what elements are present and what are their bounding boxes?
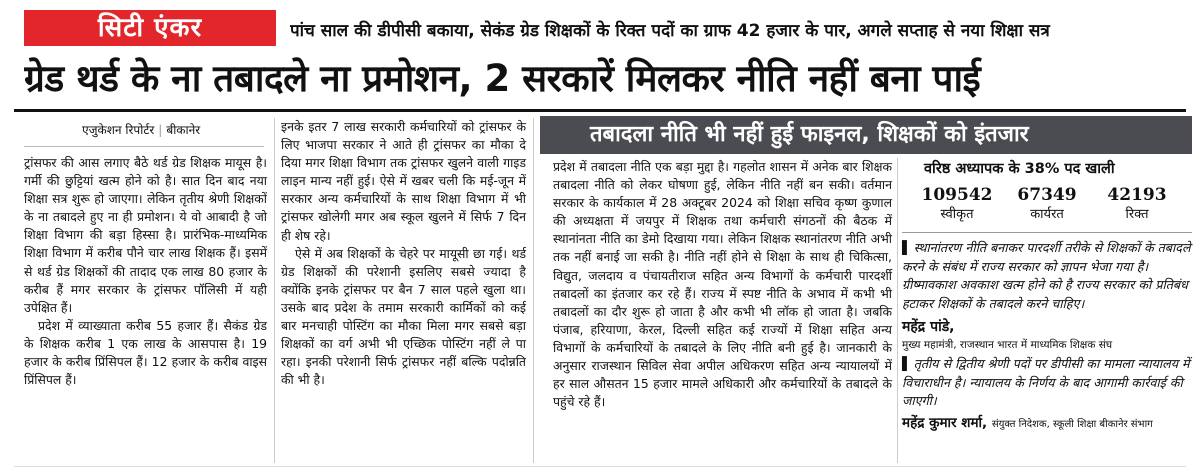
stat-value: 109542 bbox=[921, 185, 993, 205]
stat-sanctioned bbox=[912, 184, 1002, 224]
bullet-icon: ▌ bbox=[902, 240, 912, 255]
byline-location: बीकानेर bbox=[166, 123, 201, 137]
sub-headline: तबादला नीति भी नहीं हुई फाइनल, शिक्षकों को इंतजार bbox=[540, 116, 1192, 154]
bottom-rule bbox=[14, 466, 1186, 467]
article-column-1 bbox=[24, 154, 267, 389]
sidebar-rule bbox=[902, 232, 1192, 233]
stat-value: 42193 bbox=[1107, 185, 1167, 205]
column-divider bbox=[533, 118, 534, 463]
section-tag: सिटी एंकर bbox=[24, 10, 276, 46]
paragraph: इनके इतर 7 लाख सरकारी कर्मचारियों को ट्रांसफर के लिए भाजपा सरकार ने आते ही ट्रांसफर का मौका दे दिया मगर शिक्षा विभाग तक ट्रांसफर खुलने वाली गाइड लाइन मान्य नहीं हुई। ऐसे में खबर चली कि मई-जून में सरकार अन्य कर्मचारियों के साथ शिक्षा विभाग में भी ट्रांसफर खोलेगी मगर अब स्कूल खुलने में सिर्फ 7 दिन ही शेष रहे। bbox=[281, 119, 526, 243]
quote-2-attribution bbox=[902, 413, 1192, 435]
stat-label: स्वीकृत bbox=[940, 207, 974, 222]
quote-2-name: महेंद्र कुमार शर्मा, bbox=[902, 414, 988, 431]
headline-rule bbox=[14, 109, 1186, 112]
stat-vacant bbox=[1092, 184, 1182, 224]
article-column-3 bbox=[553, 158, 892, 411]
stat-label: कार्यरत bbox=[1030, 207, 1064, 222]
sidebar-box bbox=[902, 158, 1192, 463]
stats-row bbox=[902, 182, 1192, 224]
column-divider bbox=[274, 118, 275, 463]
quote-text: तृतीय से द्वितीय श्रेणी पदों पर डीपीसी का मामला न्यायालय में विचाराधीन है। न्यायालय के निर्णय के बाद आगामी कार्रवाई की जाएगी। bbox=[902, 356, 1190, 408]
article-column-2 bbox=[281, 118, 526, 389]
quote-2-role: संयुक्त निदेशक, स्कूली शिक्षा बीकानेर संभाग bbox=[991, 418, 1153, 430]
quote-1-role: मुख्य महामंत्री, राजस्थान भारत में माध्यमिक शिक्षक संघ bbox=[902, 339, 1113, 351]
paragraph: ऐसे में अब शिक्षकों के चेहरे पर मायूसी छा गई। थर्ड ग्रेड शिक्षकों की परेशानी इसलिए सबसे ज्यादा है क्योंकि इनके ट्रांसफर पर बैन 7 साल पहले खुला था। उसके बाद प्रदेश के तमाम सरकारी कार्मिकों को कई बार मनचाही पोस्टिंग का मौका मिला मगर सबसे बड़ा शिक्षकों का वर्ग अभी भी एच्छिक पोस्टिंग नहीं ले पा रहा। इनकी परेशानी सिर्फ ट्रांसफर नहीं बल्कि पदोन्नति की भी है। bbox=[281, 245, 526, 388]
header-strip bbox=[0, 0, 1200, 52]
byline-rule bbox=[24, 146, 264, 147]
stat-label: रिक्त bbox=[1125, 207, 1149, 222]
quote-text: स्थानांतरण नीति बनाकर पारदर्शी तरीके से शिक्षकों के तबादले करने के संबंध में राज्य सरकार को ज्ञापन भेजा गया है। ग्रीष्मावकाश अवकाश खत्म होने को है राज्य सरकार को प्रतिबंध हटाकर शिक्षकों के तबादले करने चाहिए। bbox=[902, 240, 1191, 311]
column-divider bbox=[897, 158, 898, 463]
byline-author: एजुकेशन रिपोर्टर bbox=[82, 123, 155, 137]
kicker-headline: पांच साल की डीपीसी बकाया, सेकंड ग्रेड शिक्षकों के रिक्त पदों का ग्राफ 42 हजार के पार, अगले सप्ताह से नया शिक्षा सत्र bbox=[290, 21, 1050, 41]
paragraph: प्रदेश में तबादला नीति एक बड़ा मुद्दा है। गहलोत शासन में अनेक बार शिक्षक तबादला नीति को लेकर घोषणा हुई, लेकिन नीति नहीं बन सकी। वर्तमान सरकार के कार्यकाल में 28 अक्टूबर 2024 को शिक्षा सचिव कृष्ण कुणाल की अध्यक्षता में जयपुर में शिक्षक तथा कर्मचारी संगठनों की बैठक में स्थानांनता नीति का डेमो दिखाया गया। लेकिन शिक्षक स्थानांतरण नीति अभी तक नहीं बनाई जा सकी है। नीति नहीं होने से शिक्षा के साथ ही चिकित्सा, विद्युत, जलदाय व पंचायतीराज सहित अन्य विभागों के कर्मचारी पारदर्शी तबादलों का इंतजार कर रहे हैं। राज्य में स्पष्ट नीति के अभाव में कभी भी तबादलों का दौर शुरू हो जाता है और कभी भी लॉक हो जाता है। जबकि पंजाब, हरियाणा, केरल, दिल्ली सहित कई राज्यों में शिक्षा सहित अन्य विभागों के कर्मचारियों के तबादले के लिए नीति बनी हुई है। जानकारी के अनुसार राजस्थान सिविल सेवा अपील अधिकरण सहित अन्य न्यायालयों में हर साल औसतन 15 हजार मामले अधिकारी और कर्मचारियों के तबादले के पहुंचे रहे हैं। bbox=[553, 159, 892, 410]
quote-1 bbox=[902, 239, 1192, 313]
stat-working bbox=[1002, 184, 1092, 224]
quote-1-name: महेंद्र पांडे, bbox=[902, 319, 955, 335]
stat-value: 67349 bbox=[1017, 185, 1077, 205]
byline-separator: | bbox=[158, 123, 163, 137]
paragraph: प्रदेश में व्याख्याता करीब 55 हजार हैं। सैकंड ग्रेड के शिक्षक करीब 1 एक लाख के आसपास है। 19 हजार के करीब प्रिंसिपल हैं। 12 हजार के करीब वाइस प्रिंसिपल हैं। bbox=[24, 317, 267, 388]
main-headline: ग्रेड थर्ड के ना तबादले ना प्रमोशन, 2 सरकारें मिलकर नीति नहीं बना पाई bbox=[24, 57, 981, 100]
stat-title: वरिष्ठ अध्यापक के 38% पद खाली bbox=[924, 161, 1115, 177]
paragraph: ट्रांसफर की आस लगाए बैठे थर्ड ग्रेड शिक्षक मायूस है। गर्मी की छुट्टियां खत्म होने को है। सात दिन बाद नया शिक्षा सत्र शुरू हो जाएगा। लेकिन तृतीय श्रेणी शिक्षकों के ना तबादले हुए ना ही प्रमोशन। ये वो आबादी है जो शिक्षा विभाग की बड़ा हिस्सा है। प्रारंभिक-माध्यमिक शिक्षा विभाग में करीब पौने चार लाख शिक्षक हैं। इसमें से थर्ड ग्रेड शिक्षकों की तादाद एक लाख 80 हजार के करीब हैं मगर सरकार के ट्रांसफर पॉलिसी में यही उपेक्षित हैं। bbox=[24, 155, 267, 315]
bullet-icon: ▌ bbox=[902, 356, 912, 371]
quote-2 bbox=[902, 355, 1192, 411]
byline bbox=[82, 120, 262, 140]
